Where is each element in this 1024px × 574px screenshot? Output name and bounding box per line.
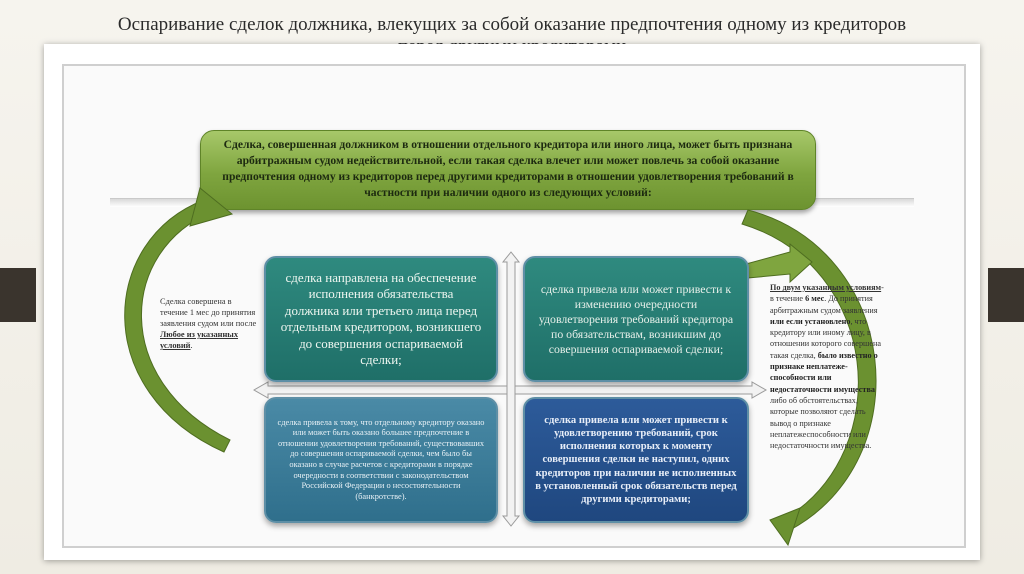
right-note-b1: 6 мес [805, 294, 825, 304]
slide-title: Оспаривание сделок должника, влекущих за собой оказание предпочтения одному из кредиторов [117, 14, 907, 35]
left-note [160, 296, 260, 351]
left-note-bold: Любое из указанных условий [160, 330, 239, 350]
condition-3-box [264, 397, 498, 523]
right-note-b3: было известно о признаке неплатеже-способности или недостаточности имущества [770, 350, 878, 394]
right-note-b2: или если установлено [770, 316, 851, 326]
right-note-p1: - в течение [770, 283, 884, 304]
right-note-lead: По двум указанным условиям [770, 283, 882, 292]
left-curved-arrow-head [190, 188, 232, 226]
main-condition-banner: Сделка, совершенная должником в отношении отдельного кредитора или иного лица, может быть признана арбитражным судом недействительной, если такая сделка влечет или может повлечь за собой оказание предпочтения одному из кредиторов перед другими кредиторами в отношении удовлетворения требований в частности при наличии одного из следующих условий: [200, 130, 816, 210]
right-note [770, 282, 888, 451]
right-note-p3: , что кредитору или иному лицу, в отношении которого совершена такая сделка, [770, 316, 881, 360]
condition-2-box [523, 256, 749, 382]
condition-1-text: сделка направлена на обеспечение исполнения обязательства должника или третьего лица перед отдельным кредитором, возникшего до совершения оспариваемой сделки; [280, 269, 482, 367]
condition-2-text: сделка привела или может привести к изменению очередности удовлетворения требований кредитора по обязательствам, возникшим до совершения оспариваемой сделки; [538, 281, 734, 356]
left-note-tail: . [190, 341, 193, 350]
left-note-text: Сделка совершена в течение 1 мес до принятия заявления судом или после [160, 297, 257, 328]
condition-1-box [264, 256, 498, 382]
right-note-p4: либо об обстоятельствах, которые позволяют сделать вывод о признаке неплатежеспособности или недостаточности имущества. [770, 395, 872, 451]
condition-4-text: сделка привела или может привести к удовлетворению требований, срок исполнения которых к моменту совершения сделки не наступил, одних кредиторов при наличии не исполненных в установленный срок обязательств перед другими кредиторами; [535, 414, 737, 505]
condition-4-box [523, 397, 749, 523]
condition-3-text: сделка привела к тому, что отдельному кредитору оказано или может быть оказано большее предпочтение в отношении удовлетворения требований, существовавших до совершения оспариваемой сделки, чем было бы оказано в случае расчетов с кредиторами в порядке очередности в соответствии с законодательством Российской Федерации о несостоятельности (банкротстве). [277, 417, 485, 501]
right-note-p2: . До принятия арбитражным судом заявления [770, 294, 878, 315]
